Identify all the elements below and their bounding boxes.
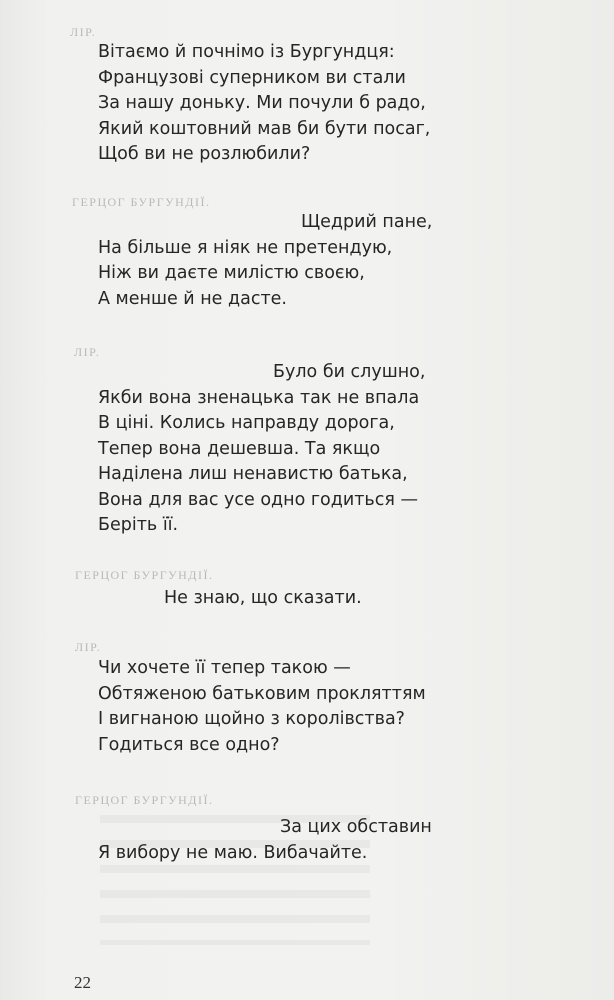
verse-line: За цих обставин — [280, 817, 432, 837]
verse-line: А менше й не дасте. — [98, 288, 287, 309]
verse-line: Було би слушно, — [273, 362, 426, 382]
verse-line: Тепер вона дешевша. Та якщо — [98, 438, 381, 459]
verse-line: Щедрий пане, — [301, 212, 433, 232]
verse-line: Не знаю, що сказати. — [164, 588, 362, 608]
verse-line: Наділена лиш ненавистю батька, — [98, 464, 408, 484]
verse-line: Чи хочете її тепер такою — — [98, 658, 351, 678]
speaker-name: ЛІР. — [74, 345, 101, 359]
page-number: 22 — [74, 973, 91, 992]
verse-line: Вона для вас усе одно годиться — — [98, 489, 418, 510]
verse-line: На більше я ніяк не претендую, — [98, 237, 393, 258]
verse-line: Французові суперником ви стали — [98, 67, 406, 88]
speaker-name: ГЕРЦОГ БУРГУНДІЇ. — [75, 793, 214, 807]
verse-block — [98, 656, 426, 758]
verse-line: Годиться все одно? — [98, 734, 280, 755]
verse-line: Щоб ви не розлюбили? — [98, 144, 311, 164]
speaker-name: ГЕРЦОГ БУРГУНДІЇ. — [75, 568, 214, 582]
verse-line: Я вибору не маю. Вибачайте. — [98, 842, 368, 863]
speaker-name: ГЕРЦОГ БУРГУНДІЇ. — [72, 195, 211, 209]
verse-block — [98, 40, 430, 168]
verse-line: Якби вона зненацька так не впала — [98, 387, 420, 408]
verse-line: Вітаємо й почнімо із Бургундця: — [98, 42, 395, 62]
verse-line: Беріть її. — [98, 515, 179, 535]
show-through-text — [100, 815, 370, 945]
verse-line: І вигнаною щойно з королівства? — [98, 709, 405, 729]
verse-block — [98, 586, 362, 612]
verse-block — [98, 360, 425, 539]
verse-line: Обтяженою батьковим прокляттям — [98, 683, 426, 704]
speaker-name: ЛІР. — [75, 640, 102, 654]
verse-line: За нашу доньку. Ми почули б радо, — [98, 93, 426, 113]
speaker-name: ЛІР. — [70, 25, 97, 39]
verse-line: Який коштовний мав би бути посаг, — [98, 118, 431, 139]
verse-block — [98, 210, 432, 312]
verse-line: Ніж ви даєте милістю своєю, — [98, 263, 365, 283]
verse-line: В ціні. Колись направду дорога, — [98, 413, 395, 433]
